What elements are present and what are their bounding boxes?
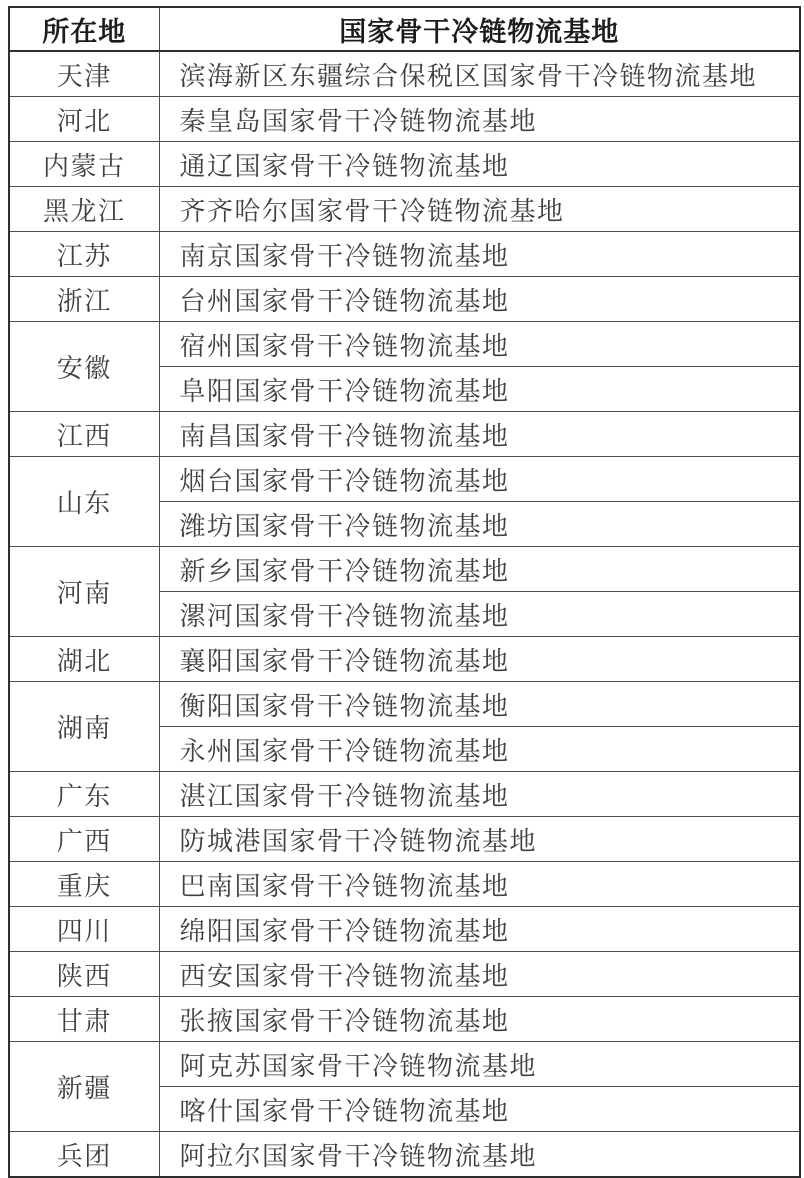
location-cell: 天津 bbox=[9, 51, 159, 97]
header-base: 国家骨干冷链物流基地 bbox=[159, 7, 800, 51]
base-cell: 喀什国家骨干冷链物流基地 bbox=[159, 1087, 800, 1132]
base-cell: 阿拉尔国家骨干冷链物流基地 bbox=[159, 1132, 800, 1178]
table-row bbox=[9, 97, 800, 142]
location-cell: 江西 bbox=[9, 412, 159, 457]
base-cell: 南昌国家骨干冷链物流基地 bbox=[159, 412, 800, 457]
table-row bbox=[9, 907, 800, 952]
base-cell: 南京国家骨干冷链物流基地 bbox=[159, 232, 800, 277]
location-cell: 浙江 bbox=[9, 277, 159, 322]
table-row bbox=[9, 547, 800, 592]
base-cell: 潍坊国家骨干冷链物流基地 bbox=[159, 502, 800, 547]
base-cell: 绵阳国家骨干冷链物流基地 bbox=[159, 907, 800, 952]
base-cell: 齐齐哈尔国家骨干冷链物流基地 bbox=[159, 187, 800, 232]
table-row bbox=[9, 412, 800, 457]
location-cell: 湖北 bbox=[9, 637, 159, 682]
table-row bbox=[9, 997, 800, 1042]
location-cell: 江苏 bbox=[9, 232, 159, 277]
table-row bbox=[9, 142, 800, 187]
location-cell: 内蒙古 bbox=[9, 142, 159, 187]
base-cell: 衡阳国家骨干冷链物流基地 bbox=[159, 682, 800, 727]
table-row bbox=[9, 772, 800, 817]
location-cell: 广西 bbox=[9, 817, 159, 862]
base-cell: 湛江国家骨干冷链物流基地 bbox=[159, 772, 800, 817]
base-cell: 台州国家骨干冷链物流基地 bbox=[159, 277, 800, 322]
location-cell: 山东 bbox=[9, 457, 159, 547]
base-cell: 西安国家骨干冷链物流基地 bbox=[159, 952, 800, 997]
location-cell: 河北 bbox=[9, 97, 159, 142]
table-row bbox=[9, 51, 800, 97]
location-cell: 安徽 bbox=[9, 322, 159, 412]
table-row bbox=[9, 187, 800, 232]
table-row bbox=[9, 322, 800, 367]
location-cell: 四川 bbox=[9, 907, 159, 952]
table-row bbox=[9, 1132, 800, 1178]
table-row bbox=[9, 952, 800, 997]
table-body bbox=[9, 51, 800, 1177]
location-cell: 重庆 bbox=[9, 862, 159, 907]
cold-chain-base-table bbox=[8, 6, 801, 1178]
table-row bbox=[9, 457, 800, 502]
location-cell: 黑龙江 bbox=[9, 187, 159, 232]
location-cell: 湖南 bbox=[9, 682, 159, 772]
table-row bbox=[9, 817, 800, 862]
base-cell: 防城港国家骨干冷链物流基地 bbox=[159, 817, 800, 862]
location-cell: 兵团 bbox=[9, 1132, 159, 1178]
location-cell: 甘肃 bbox=[9, 997, 159, 1042]
table-row bbox=[9, 1042, 800, 1087]
location-cell: 陕西 bbox=[9, 952, 159, 997]
base-cell: 张掖国家骨干冷链物流基地 bbox=[159, 997, 800, 1042]
location-cell: 河南 bbox=[9, 547, 159, 637]
base-cell: 通辽国家骨干冷链物流基地 bbox=[159, 142, 800, 187]
table-row bbox=[9, 862, 800, 907]
base-cell: 阜阳国家骨干冷链物流基地 bbox=[159, 367, 800, 412]
base-cell: 漯河国家骨干冷链物流基地 bbox=[159, 592, 800, 637]
table-row bbox=[9, 682, 800, 727]
table-row bbox=[9, 277, 800, 322]
base-cell: 新乡国家骨干冷链物流基地 bbox=[159, 547, 800, 592]
base-cell: 巴南国家骨干冷链物流基地 bbox=[159, 862, 800, 907]
table-header-row bbox=[9, 7, 800, 51]
base-cell: 永州国家骨干冷链物流基地 bbox=[159, 727, 800, 772]
base-cell: 宿州国家骨干冷链物流基地 bbox=[159, 322, 800, 367]
base-cell: 襄阳国家骨干冷链物流基地 bbox=[159, 637, 800, 682]
base-cell: 烟台国家骨干冷链物流基地 bbox=[159, 457, 800, 502]
base-cell: 阿克苏国家骨干冷链物流基地 bbox=[159, 1042, 800, 1087]
table-row bbox=[9, 232, 800, 277]
table-row bbox=[9, 637, 800, 682]
location-cell: 广东 bbox=[9, 772, 159, 817]
location-cell: 新疆 bbox=[9, 1042, 159, 1132]
header-location: 所在地 bbox=[9, 7, 159, 51]
base-cell: 滨海新区东疆综合保税区国家骨干冷链物流基地 bbox=[159, 51, 800, 97]
base-cell: 秦皇岛国家骨干冷链物流基地 bbox=[159, 97, 800, 142]
